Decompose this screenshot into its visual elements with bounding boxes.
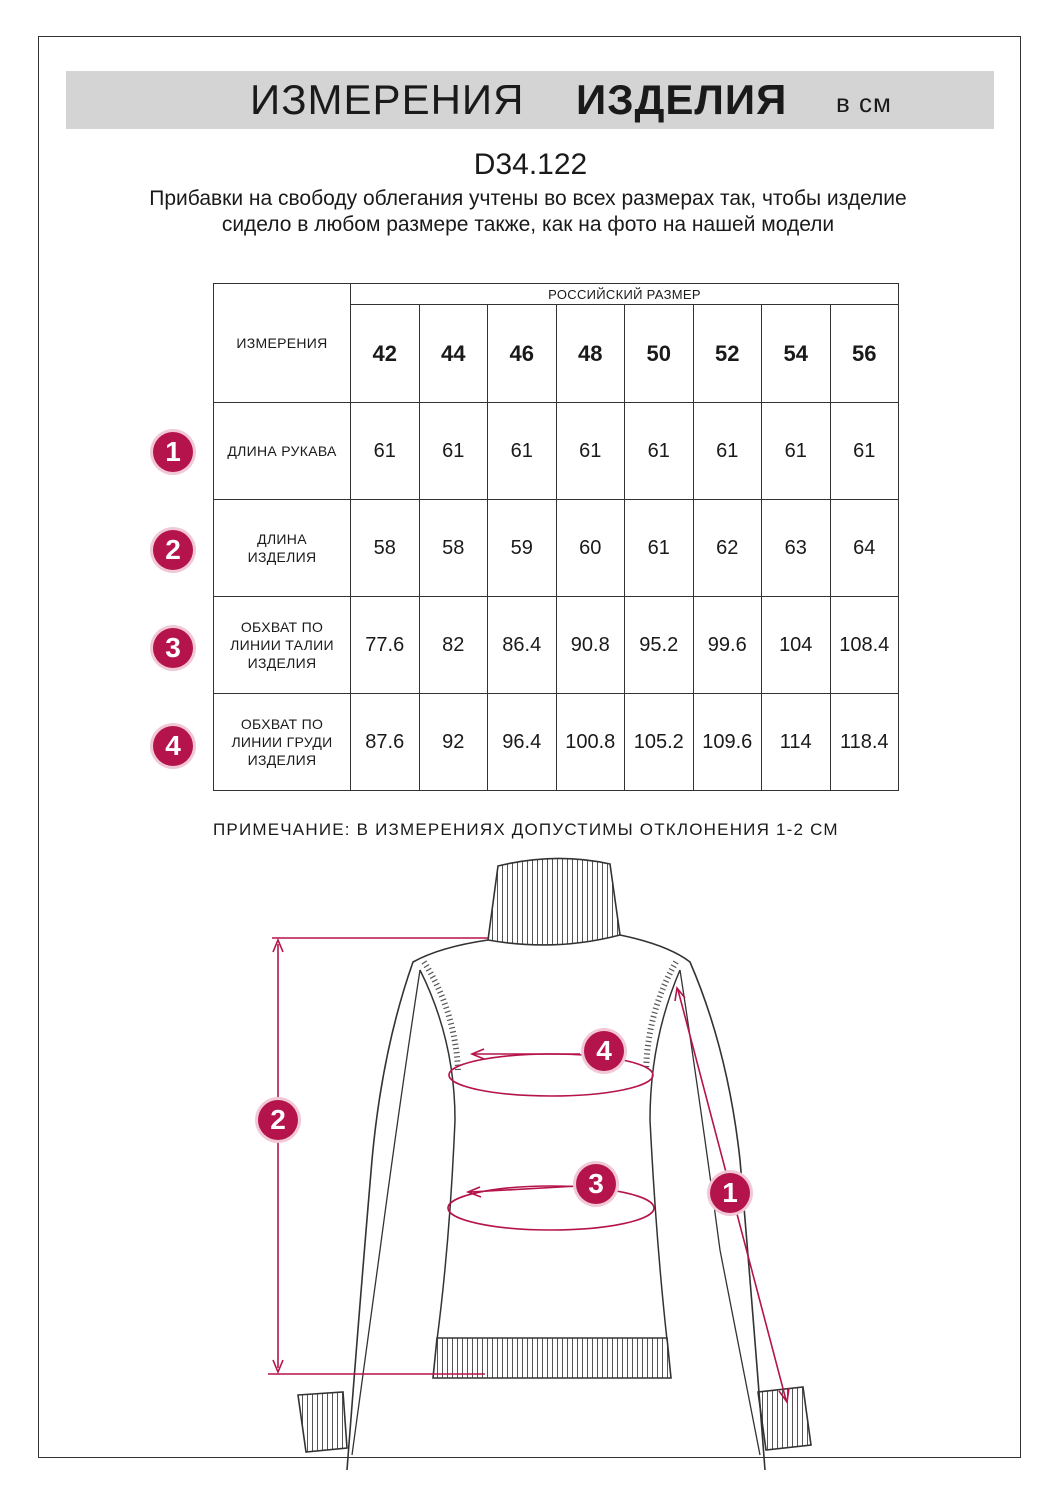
table-cell: 61: [556, 403, 625, 500]
row-label: ОБХВАТ ПО ЛИНИИ ТАЛИИ ИЗДЕЛИЯ: [214, 597, 351, 694]
table-cell: 61: [625, 500, 694, 597]
row-label: ОБХВАТ ПО ЛИНИИ ГРУДИ ИЗДЕЛИЯ: [214, 694, 351, 791]
table-cell: 99.6: [693, 597, 762, 694]
table-cell: 100.8: [556, 694, 625, 791]
diagram-marker: 1: [710, 1173, 750, 1213]
header-title-light: ИЗМЕРЕНИЯ: [250, 76, 525, 123]
row-label: ДЛИНА РУКАВА: [214, 403, 351, 500]
table-cell: 61: [830, 403, 899, 500]
table-cell: 63: [762, 500, 831, 597]
table-cell: 61: [693, 403, 762, 500]
table-cell: 59: [488, 500, 557, 597]
table-cell: 60: [556, 500, 625, 597]
diagram-marker: 4: [584, 1031, 624, 1071]
size-header: 50: [625, 305, 694, 403]
size-header: 46: [488, 305, 557, 403]
diagram-marker: 3: [576, 1164, 616, 1204]
table-cell: 64: [830, 500, 899, 597]
table-cell: 90.8: [556, 597, 625, 694]
table-cell: 61: [351, 403, 420, 500]
table-cell: 61: [419, 403, 488, 500]
table-cell: 58: [351, 500, 420, 597]
size-header: 56: [830, 305, 899, 403]
header-unit: в см: [836, 88, 892, 118]
table-cell: 96.4: [488, 694, 557, 791]
table-cell: 58: [419, 500, 488, 597]
table-cell: 82: [419, 597, 488, 694]
size-header: 44: [419, 305, 488, 403]
table-cell: 118.4: [830, 694, 899, 791]
table-cell: 61: [625, 403, 694, 500]
table-cell: 104: [762, 597, 831, 694]
header-title-bold: ИЗДЕЛИЯ: [576, 76, 788, 123]
article-code: D34.122: [473, 148, 588, 181]
size-header: 52: [693, 305, 762, 403]
table-cell: 61: [488, 403, 557, 500]
table-cell: 109.6: [693, 694, 762, 791]
table-cell: 114: [762, 694, 831, 791]
row-label: ДЛИНА ИЗДЕЛИЯ: [214, 500, 351, 597]
tolerance-note: ПРИМЕЧАНИЕ: В ИЗМЕРЕНИЯХ ДОПУСТИМЫ ОТКЛОНЕНИЯ 1-2 СМ: [213, 820, 839, 839]
size-header: 48: [556, 305, 625, 403]
table-cell: 95.2: [625, 597, 694, 694]
row-badge: 1: [153, 432, 193, 472]
table-cell: 86.4: [488, 597, 557, 694]
row-badge: 3: [153, 628, 193, 668]
table-cell: 61: [762, 403, 831, 500]
table-cell: 62: [693, 500, 762, 597]
table-cell: 87.6: [351, 694, 420, 791]
measurements-header: ИЗМЕРЕНИЯ: [214, 284, 351, 403]
size-header: 54: [762, 305, 831, 403]
table-cell: 92: [419, 694, 488, 791]
diagram-marker: 2: [258, 1100, 298, 1140]
row-badge: 2: [153, 530, 193, 570]
row-badge: 4: [153, 726, 193, 766]
russian-size-header: РОССИЙСКИЙ РАЗМЕР: [351, 284, 899, 305]
table-cell: 105.2: [625, 694, 694, 791]
table-cell: 77.6: [351, 597, 420, 694]
table-cell: 108.4: [830, 597, 899, 694]
size-header: 42: [351, 305, 420, 403]
fit-description: Прибавки на свободу облегания учтены во всех размерах так, чтобы изделие сидело в любом размере также, как на фото на нашей модели: [149, 187, 907, 236]
